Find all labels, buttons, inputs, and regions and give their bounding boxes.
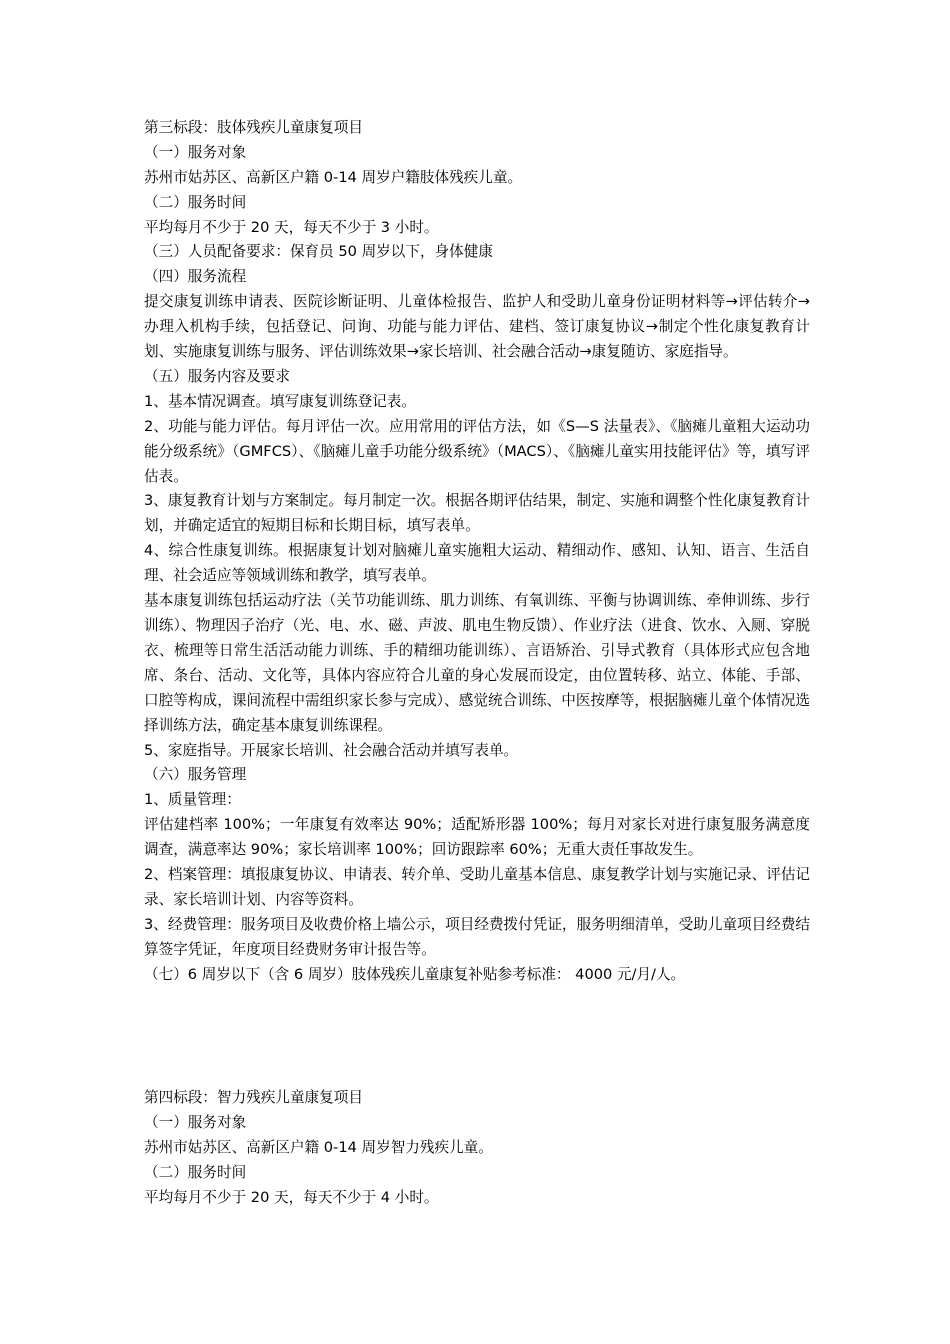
list-item-archive: 2、档案管理：填报康复协议、申请表、转介单、受助儿童基本信息、康复教学计划与实施记录、评估记录、家长培训计划、内容等资料。 bbox=[144, 866, 811, 908]
paragraph-service-time: 平均每月不少于 20 天，每天不少于 4 小时。 bbox=[144, 1188, 439, 1206]
section-3 bbox=[144, 116, 810, 988]
list-item-assessment: 2、功能与能力评估。每月评估一次。应用常用的评估方法，如《S—S 法量表》、《脑瘫儿童粗大运动功能分级系统》（GMFCS）、《脑瘫儿童手功能分级系统》（MACS）、《脑瘫儿童实用技能评估》等，填写评估表。 bbox=[144, 417, 810, 485]
list-item-basic-survey: 1、基本情况调查。填写康复训练登记表。 bbox=[144, 392, 416, 410]
list-item-plan: 3、康复教育计划与方案制定。每月制定一次。根据各期评估结果，制定、实施和调整个性化康复教育计划，并确定适宜的短期目标和长期目标，填写表单。 bbox=[144, 492, 811, 535]
list-item-funding: 3、经费管理：服务项目及收费价格上墙公示，项目经费拨付凭证，服务明细清单，受助儿童项目经费结算签字凭证，年度项目经费财务审计报告等。 bbox=[144, 915, 811, 958]
section-4 bbox=[144, 1086, 810, 1210]
list-item-family-guidance: 5、家庭指导。开展家长培训、社会融合活动并填写表单。 bbox=[144, 741, 519, 759]
section-title: 第三标段：肢体残疾儿童康复项目 bbox=[144, 119, 363, 136]
heading-subsidy: （七）6 周岁以下（含 6 周岁）肢体残疾儿童康复补贴参考标准： 4000 元/月/人。 bbox=[144, 965, 686, 983]
list-item-quality: 1、质量管理： bbox=[144, 791, 241, 809]
section-title: 第四标段：智力残疾儿童康复项目 bbox=[144, 1089, 363, 1106]
heading-service-target: （一）服务对象 bbox=[144, 143, 247, 161]
list-item-training: 4、综合性康复训练。根据康复计划对脑瘫儿童实施粗大运动、精细动作、感知、认知、语言、生活自理、社会适应等领域训练和教学，填写表单。 bbox=[144, 542, 810, 585]
heading-service-time: （二）服务时间 bbox=[144, 1163, 247, 1181]
heading-service-management: （六）服务管理 bbox=[144, 766, 247, 784]
paragraph-basic-training: 基本康复训练包括运动疗法（关节功能训练、肌力训练、有氧训练、平衡与协调训练、牵伸训练、步行训练）、物理因子治疗（光、电、水、磁、声波、肌电生物反馈）、作业疗法（进食、饮水、入厕、穿脱衣、梳理等日常生活活动能力训练、手的精细功能训练）、言语矫治、引导式教育（具体形式应包含地席、条台、活动、文化等，具体内容应符合儿童的身心发展而设定，由位置转移、站立、体能、手部、口腔等构成，课间流程中需组织家长参与完成）、感觉统合训练、中医按摩等，根据脑瘫儿童个体情况选择训练方法，确定基本康复训练课程。 bbox=[144, 592, 810, 734]
paragraph-service-process: 提交康复训练申请表、医院诊断证明、儿童体检报告、监护人和受助儿童身份证明材料等→评估转介→办理入机构手续，包括登记、问询、功能与能力评估、建档、签订康复协议→制定个性化康复教育计划、实施康复训练与服务、评估训练效果→家长培训、社会融合活动→康复随访、家庭指导。 bbox=[144, 293, 810, 361]
paragraph-service-target: 苏州市姑苏区、高新区户籍 0-14 周岁户籍肢体残疾儿童。 bbox=[144, 168, 523, 186]
heading-service-content: （五）服务内容及要求 bbox=[144, 367, 290, 385]
heading-service-target: （一）服务对象 bbox=[144, 1113, 247, 1131]
paragraph-service-target: 苏州市姑苏区、高新区户籍 0-14 周岁智力残疾儿童。 bbox=[144, 1138, 493, 1156]
paragraph-service-time: 平均每月不少于 20 天，每天不少于 3 小时。 bbox=[144, 218, 439, 236]
heading-staffing: （三）人员配备要求：保育员 50 周岁以下，身体健康 bbox=[144, 243, 493, 261]
heading-service-process: （四）服务流程 bbox=[144, 268, 247, 286]
heading-service-time: （二）服务时间 bbox=[144, 193, 247, 211]
paragraph-quality: 评估建档率 100%；一年康复有效率达 90%；适配矫形器 100%；每月对家长对进行康复服务满意度调查，满意率达 90%；家长培训率 100%；回访跟踪率 60%；无重大责任事故发生。 bbox=[144, 816, 810, 859]
